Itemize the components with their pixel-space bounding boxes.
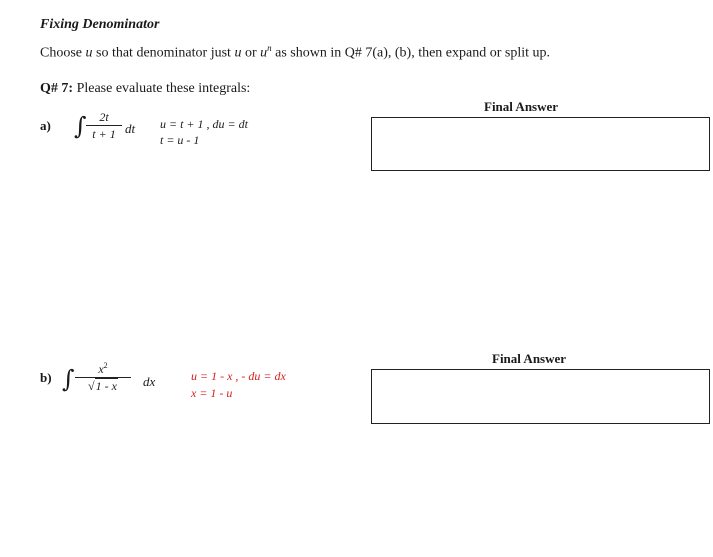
question-heading [40,81,250,97]
part-a-label: a) [40,118,51,133]
substitution-a-line2: t = u - 1 [160,133,200,147]
fraction-a [86,110,122,141]
section-title: Fixing Denominator [40,17,160,32]
denominator-b [75,379,131,393]
numerator-a: 2t [99,110,109,124]
denominator-a: t + 1 [92,127,116,141]
question-text: Please evaluate these integrals: [73,81,251,96]
numerator-b-exponent: 2 [103,361,108,370]
substitution-a-line1: u = t + 1 , du = dt [160,117,248,131]
sqrt-b [88,379,118,393]
instruction-pre: Choose [40,45,86,61]
sqrt-symbol-b: √ [88,379,95,393]
question-label: Q# 7: [40,81,74,96]
substitution-b-line1: u = 1 - x , - du = dx [191,369,286,383]
instruction-post: as shown in Q# 7(a), (b), then expand or split up. [271,45,551,61]
instruction-text [40,43,550,62]
part-b-label: b) [40,370,52,385]
final-answer-label-a: Final Answer [484,99,559,114]
instruction-var-u: u [85,45,93,61]
substitution-b-line2: x = 1 - u [191,386,233,400]
integral-sign-a: ∫ [74,112,87,140]
instruction-mid2: or [241,45,261,61]
fraction-bar-a [86,125,122,126]
differential-a: dt [125,121,136,136]
final-answer-label-b: Final Answer [492,351,567,366]
differential-b: dx [143,374,156,389]
radicand-b: 1 - x [95,379,117,393]
instruction-var-u3: u [260,45,268,61]
final-answer-box-b[interactable] [371,369,710,424]
integral-sign-b: ∫ [62,365,75,393]
instruction-mid1: so that denominator just [92,45,235,61]
instruction-exponent-n: n [267,43,272,53]
fraction-b [75,359,131,393]
numerator-b [75,359,131,376]
instruction-var-u2: u [234,45,242,61]
final-answer-box-a[interactable] [371,117,710,171]
numerator-b-base: x [98,362,104,376]
